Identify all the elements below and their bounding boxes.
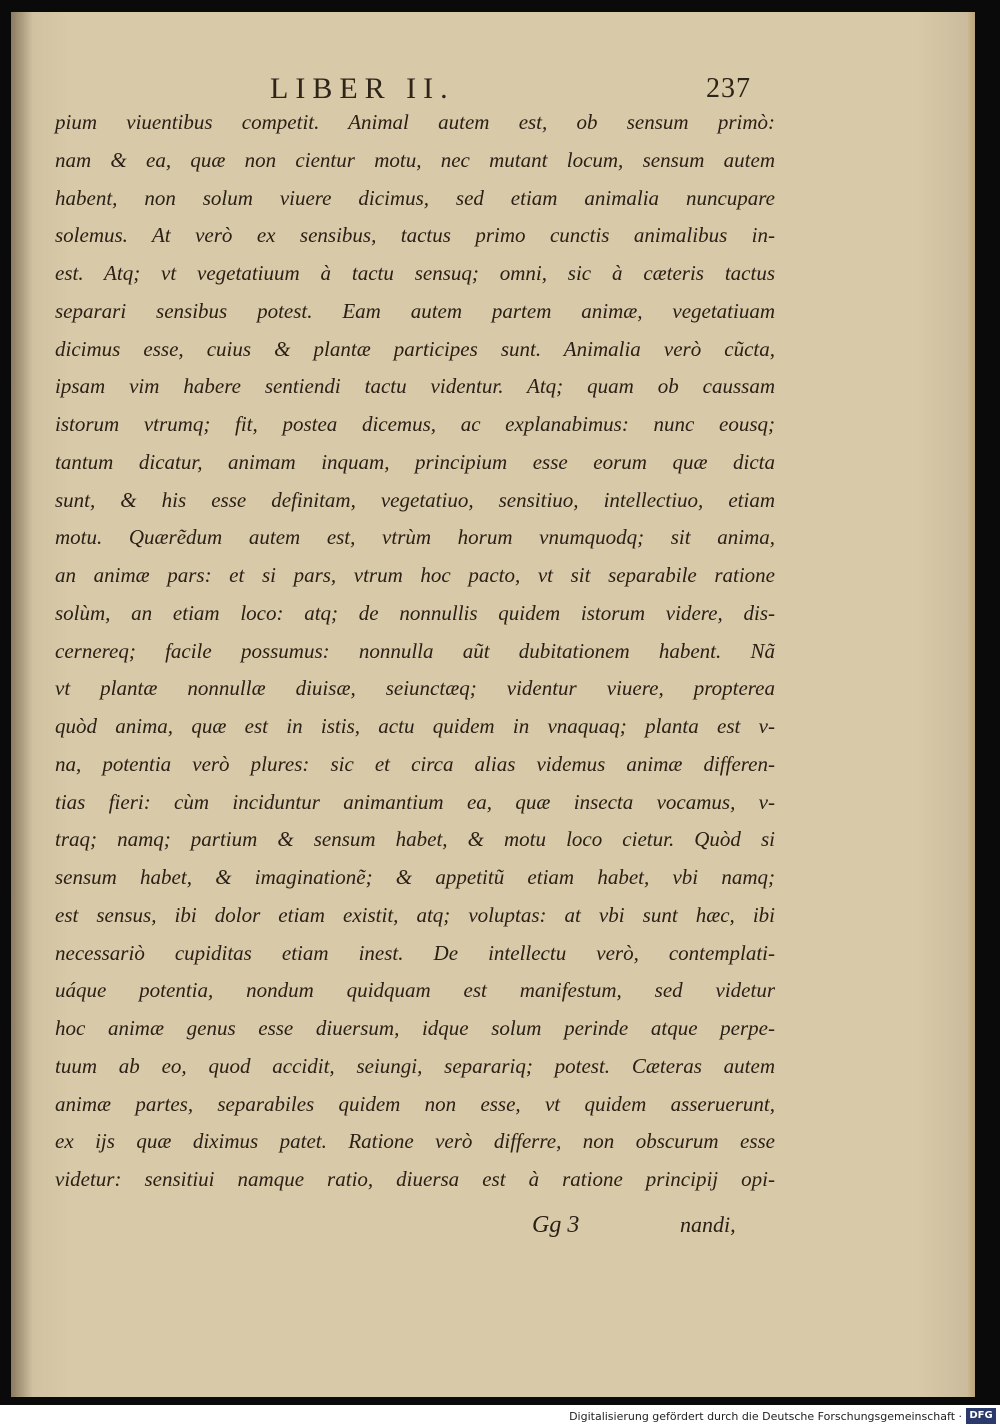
text-block <box>55 104 775 1199</box>
dfg-logo-icon: DFG <box>966 1408 996 1424</box>
text-line: istorum vtrumq; fit, postea dicemus, ac explanabimus: nunc eousq; <box>55 412 775 436</box>
text-line: solùm, an etiam loco: atq; de nonnullis quidem istorum videre, dis- <box>55 600 775 625</box>
text-line: vt plantæ nonnullæ diuisæ, seiunctæq; videntur viuere, propterea <box>55 676 775 701</box>
text-line: necessariò cupiditas etiam inest. De intellectu verò, contemplati- <box>55 940 775 965</box>
text-line: hoc animæ genus esse diuersum, idque solum perinde atque perpe- <box>55 1016 775 1040</box>
text-line: ex ijs quæ diximus patet. Ratione verò differre, non obscurum esse <box>55 1129 775 1154</box>
catchword: nandi, <box>680 1212 736 1237</box>
page-edge <box>968 12 975 1397</box>
text-line: uáque potentia, nondum quidquam est manifestum, sed videtur <box>55 978 775 1003</box>
signature-mark: Gg 3 <box>532 1212 580 1238</box>
text-line: tuum ab eo, quod accidit, seiungi, separariq; potest. Cæteras autem <box>55 1053 775 1078</box>
running-head-title: LIBER II. <box>270 72 455 105</box>
text-line: sensum habet, & imaginationẽ; & appetitũ etiam habet, vbi namq; <box>55 865 775 889</box>
text-line: nam & ea, quæ non cientur motu, nec mutant locum, sensum autem <box>55 147 775 172</box>
text-line: pium viuentibus competit. Animal autem est, ob sensum primò: <box>55 110 775 134</box>
text-line: separari sensibus potest. Eam autem partem animæ, vegetatiuam <box>55 298 775 323</box>
text-line: animæ partes, separabiles quidem non esse, vt quidem asseruerunt, <box>55 1091 775 1116</box>
text-line: quòd anima, quæ est in istis, actu quidem in vnaquaq; planta est v- <box>55 714 775 738</box>
text-line: traq; namq; partium & sensum habet, & motu loco cietur. Quòd si <box>55 827 775 852</box>
gutter-shadow <box>11 12 33 1397</box>
text-line: habent, non solum viuere dicimus, sed etiam animalia nuncupare <box>55 185 775 210</box>
text-line: est sensus, ibi dolor etiam existit, atq; voluptas: at vbi sunt hæc, ibi <box>55 902 775 927</box>
text-line: an animæ pars: et si pars, vtrum hoc pacto, vt sit separabile ratione <box>55 563 775 587</box>
text-line: est. Atq; vt vegetatiuum à tactu sensuq; omni, sic à cæteris tactus <box>55 261 775 285</box>
text-line: dicimus esse, cuius & plantæ participes sunt. Animalia verò cũcta, <box>55 336 775 361</box>
funding-credit: Digitalisierung gefördert durch die Deutsche Forschungsgemeinschaft · <box>569 1410 962 1423</box>
text-line: motu. Quærẽdum autem est, vtrùm horum vnumquodq; sit anima, <box>55 525 775 550</box>
text-line: cernereq; facile possumus: nonnulla aũt dubitationem habent. Nã <box>55 638 775 663</box>
page-number: 237 <box>706 73 751 104</box>
text-line: videtur: sensitiui namque ratio, diuersa est à ratione principij opi- <box>55 1167 775 1191</box>
text-line: ipsam vim habere sentiendi tactu videntur. Atq; quam ob caussam <box>55 374 775 399</box>
text-line: sunt, & his esse definitam, vegetatiuo, sensitiuo, intellectiuo, etiam <box>55 487 775 512</box>
text-line: tantum dicatur, animam inquam, principium esse eorum quæ dicta <box>55 449 775 474</box>
text-line: tias fieri: cùm inciduntur animantium ea, quæ insecta vocamus, v- <box>55 789 775 814</box>
text-line: na, potentia verò plures: sic et circa alias videmus animæ differen- <box>55 751 775 776</box>
text-line: solemus. At verò ex sensibus, tactus primo cunctis animalibus in- <box>55 223 775 248</box>
